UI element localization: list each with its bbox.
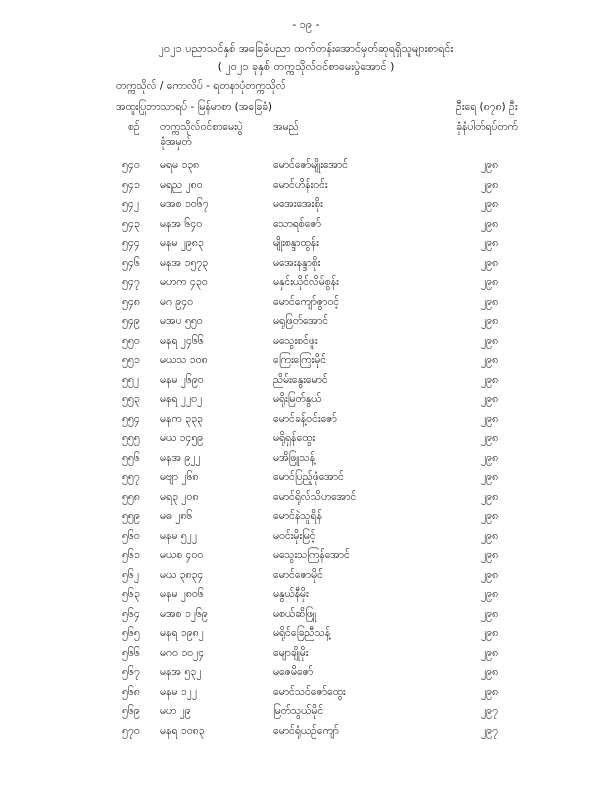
roll-number: ၂၉၈ <box>481 646 499 659</box>
student-name: မနွယ်နီမိုး <box>273 588 309 600</box>
row-number: ၅၅၈ <box>122 490 140 503</box>
row-number: ၅၆၆ <box>122 646 140 659</box>
roll-number: ၂၉၈ <box>481 354 499 366</box>
roll-number: ၂၉၈ <box>481 568 499 581</box>
student-name: မအေးအေးစိုး <box>273 198 323 210</box>
row-number: ၅၄၃ <box>122 217 140 230</box>
roll-number: ၂၉၈ <box>481 412 499 425</box>
exam-id: မဓ ၂၈၆ <box>160 510 193 522</box>
exam-id: မနမ ၂၈၀၆ <box>160 588 204 600</box>
header-exam-id-sub: ခုံအမှတ် <box>160 136 192 148</box>
table-row <box>0 410 612 430</box>
document-title: ၂၀၂၁ ပညာသင်နှစ် အခြေခံပညာ ထက်တန်းအောင်မှတ်ဆုရရှိသူများစာရင်း <box>158 42 454 55</box>
student-name: ညိမ်းနွေးမောင် <box>273 373 328 386</box>
table-row <box>0 527 612 547</box>
row-number: ၅၆၃ <box>122 588 140 600</box>
exam-id: မယသ ၁၀၈ <box>160 354 208 366</box>
row-number: ၅၅၅ <box>122 432 140 444</box>
row-number: ၅၄၇ <box>122 276 140 288</box>
table-row <box>0 332 612 352</box>
exam-id: မအပ ၅၅၀ <box>160 315 203 327</box>
row-number: ၅၅၁ <box>122 354 140 366</box>
results-table <box>0 156 612 741</box>
row-number: ၅၄၀ <box>122 159 140 171</box>
roll-number: ၂၉၇ <box>481 724 498 737</box>
student-name: မျောချိုမိုး <box>273 646 309 659</box>
exam-id: မဂ၀ ၁၀၂၄ <box>160 646 205 659</box>
table-row <box>0 546 612 566</box>
table-row <box>0 351 612 371</box>
student-name: မောင်ရိုလ်သိဟအောင် <box>273 490 357 503</box>
header-name: အမည် <box>273 121 299 133</box>
student-name: မဇေမိဇော် <box>273 666 314 678</box>
roll-number: ၂၉၈ <box>481 334 499 347</box>
student-name: မအေးနန္ဒာစိုး <box>273 256 321 269</box>
table-row <box>0 293 612 313</box>
roll-number: ၂၉၈ <box>481 529 499 542</box>
row-number: ၅၆၁ <box>122 549 140 561</box>
student-name: မနှင်းယိုင်လိမ်စွန်း <box>273 276 339 288</box>
row-number: ၅၅၄ <box>122 412 140 425</box>
total-count: ဦးရေ (၈၇၈) ဦး <box>456 101 518 113</box>
student-name: မသွေးစင်ဖူး <box>273 334 318 347</box>
table-row <box>0 234 612 254</box>
student-name: မအိဖြူသန့် <box>273 451 316 464</box>
table-row <box>0 273 612 293</box>
exam-id: မဗျာ ၂၆၈ <box>160 471 199 483</box>
table-row <box>0 254 612 274</box>
student-name: မောင်ရုံယဉ်ကျော် <box>273 724 339 737</box>
roll-number: ၂၉၇ <box>481 705 498 717</box>
roll-number: ၂၉၈ <box>481 685 499 698</box>
university-line: တက္ကသိုလ် / ကောလိပ် - ရတနာပုံတက္ကသိုလ် <box>116 80 286 92</box>
student-name: မောင်ဇောမိုင် <box>273 568 323 581</box>
table-row <box>0 605 612 625</box>
table-row <box>0 468 612 488</box>
row-number: ၅၄၁ <box>122 178 140 191</box>
exam-id: မအစ ၁၂၆၉ <box>160 607 208 620</box>
student-name: မောင်ဟိန်းဝင်း <box>273 178 328 191</box>
exam-id: မနအ ၁၅၇၃ <box>160 256 209 269</box>
roll-number: ၂၉၈ <box>481 432 499 444</box>
row-number: ၅၅၉ <box>122 510 140 522</box>
roll-number: ၂၉၈ <box>481 373 499 386</box>
document-subtitle: ( ၂၀၂၁ ခုနှစ် တက္ကသိုလ်ဝင်စာမေးပွဲအောင် ) <box>217 60 395 73</box>
row-number: ၅၆၇ <box>122 666 140 678</box>
student-name: ကြေးကြေးမိုင် <box>273 354 327 366</box>
table-row <box>0 585 612 605</box>
table-row <box>0 176 612 196</box>
exam-id: မနမ ၅၂၂ <box>160 529 197 542</box>
student-name: သောရစ်ဇော် <box>273 217 321 230</box>
table-row <box>0 449 612 469</box>
page-number: - ၁၉ - <box>292 18 320 31</box>
table-row <box>0 702 612 722</box>
exam-id: မနရ ၁၉၈၂ <box>160 627 204 639</box>
row-number: ၅၄၆ <box>122 256 140 269</box>
row-number: ၅၄၄ <box>122 237 140 249</box>
student-name: မျိုးစန္ဒာထွန်း <box>273 237 319 249</box>
row-number: ၅၆၄ <box>122 607 140 620</box>
exam-id: မနမ ၂၆၉၀ <box>160 373 204 386</box>
row-number: ၅၄၈ <box>122 295 140 308</box>
header-exam-id: တက္ကသိုလ်ဝင်စာမေးပွဲ <box>160 121 243 133</box>
student-name: မြတ်သွယ်မိုင် <box>273 705 324 717</box>
table-row <box>0 722 612 742</box>
table-row <box>0 644 612 664</box>
table-row <box>0 371 612 391</box>
roll-number: ၂၉၈ <box>481 178 499 191</box>
roll-number: ၂၉၈ <box>481 471 499 483</box>
row-number: ၅၇၀ <box>122 724 140 737</box>
exam-id: မအစ ၁၀၆၇ <box>160 198 209 210</box>
student-name: မောင်နဲသူရိန် <box>273 510 322 522</box>
row-number: ၅၅၇ <box>122 471 140 483</box>
roll-number: ၂၉၈ <box>481 295 499 308</box>
table-row <box>0 195 612 215</box>
roll-number: ၂၉၈ <box>481 666 499 678</box>
row-number: ၅၆၈ <box>122 685 140 698</box>
student-name: မောင်ကျော်ဇွာဝင့် <box>273 295 340 308</box>
exam-id: မဟ ၂၉ <box>160 705 191 717</box>
exam-id: မနမ ၂၉၈၃ <box>160 237 204 249</box>
roll-number: ၂၉၈ <box>481 237 499 249</box>
table-row <box>0 429 612 449</box>
row-number: ၅၅၀ <box>122 334 140 347</box>
exam-id: မရည ၂၈၀ <box>160 178 203 191</box>
roll-number: ၂၉၈ <box>481 588 499 600</box>
exam-id: မယ ၁၄၅၉ <box>160 432 204 444</box>
roll-number: ၂၉၈ <box>481 627 499 639</box>
header-no: စဉ် <box>128 121 140 133</box>
exam-id: မနရ ၂၄၆၆ <box>160 334 204 347</box>
exam-id: မနအ ၉၂၂ <box>160 451 201 464</box>
roll-number: ၂၉၈ <box>481 607 499 620</box>
exam-id: မနအ ၆၄၀ <box>160 217 203 230</box>
exam-id: မယ ၃၈၃၄ <box>160 568 204 581</box>
exam-id: မဟက ၄၃၀ <box>160 276 208 288</box>
student-name: မောင်ပြည့်ဖုံအောင် <box>273 471 344 483</box>
table-row <box>0 312 612 332</box>
row-number: ၅၆၅ <box>122 627 140 639</box>
table-row <box>0 390 612 410</box>
roll-number: ၂၉၈ <box>481 451 499 464</box>
row-number: ၅၄၉ <box>122 315 140 327</box>
table-row <box>0 683 612 703</box>
table-row <box>0 566 612 586</box>
student-name: မဝင်းမိုးမြင့် <box>273 529 316 542</box>
row-number: ၅၆၉ <box>122 705 140 717</box>
roll-number: ၂၉၈ <box>481 198 499 210</box>
row-number: ၅၅၂ <box>122 373 139 386</box>
subject-line: အထူးပြုဘာသာရပ် - မြန်မာစာ (အခြေခံ) <box>116 101 272 113</box>
exam-id: မရမ ၁၃၈ <box>160 159 200 171</box>
student-name: မောင်ခန့်ဝင်းဇော် <box>273 412 337 425</box>
student-name: မောင်ဇော်မျိုးအောင် <box>273 159 349 171</box>
student-name: မရိုးမြတ်နွယ် <box>273 393 322 405</box>
table-row <box>0 624 612 644</box>
table-row <box>0 156 612 176</box>
row-number: ၅၅၃ <box>122 393 140 405</box>
student-name: မရိုင်ခြေညီသန့် <box>273 627 331 639</box>
roll-number: ၂၉၈ <box>481 276 499 288</box>
row-number: ၅၆၂ <box>122 568 139 581</box>
table-row <box>0 488 612 508</box>
student-name: မောင်သင်ဇော်ထွေး <box>273 685 346 698</box>
exam-id: မနအ ၅၃၂ <box>160 666 202 678</box>
exam-id: မရ၃ ၂၀၈ <box>160 490 199 503</box>
roll-number: ၂၉၈ <box>481 315 499 327</box>
roll-number: ၂၉၈ <box>481 217 499 230</box>
header-roll: ခုံနံပါတ်ရပ်တက် <box>456 121 518 133</box>
roll-number: ၂၉၈ <box>481 159 499 171</box>
table-row <box>0 663 612 683</box>
table-row <box>0 507 612 527</box>
exam-id: မဂ ၉၄၀ <box>160 295 194 308</box>
exam-id: မနရ ၁၀၈၃ <box>160 724 205 737</box>
exam-id: မနရ ၂၂၀၂ <box>160 393 203 405</box>
exam-id: မနက ၃၃၃ <box>160 412 203 425</box>
row-number: ၅၄၂ <box>122 198 139 210</box>
student-name: မရိုရှန်ထွေး <box>273 432 316 444</box>
student-name: မသွေးသကြန်အောင် <box>273 549 350 561</box>
roll-number: ၂၉၈ <box>481 549 499 561</box>
table-row <box>0 215 612 235</box>
roll-number: ၂၉၈ <box>481 510 499 522</box>
roll-number: ၂၉၈ <box>481 490 499 503</box>
student-name: မရုဖြတ်အောင် <box>273 315 329 327</box>
row-number: ၅၆၀ <box>122 529 140 542</box>
exam-id: မယစ ၄၀၀ <box>160 549 204 561</box>
roll-number: ၂၉၈ <box>481 256 499 269</box>
exam-id: မနမ ၁၂၂ <box>160 685 197 698</box>
row-number: ၅၅၆ <box>122 451 140 464</box>
roll-number: ၂၉၈ <box>481 393 499 405</box>
student-name: မစယ်ဆိဖြူ <box>273 607 317 620</box>
